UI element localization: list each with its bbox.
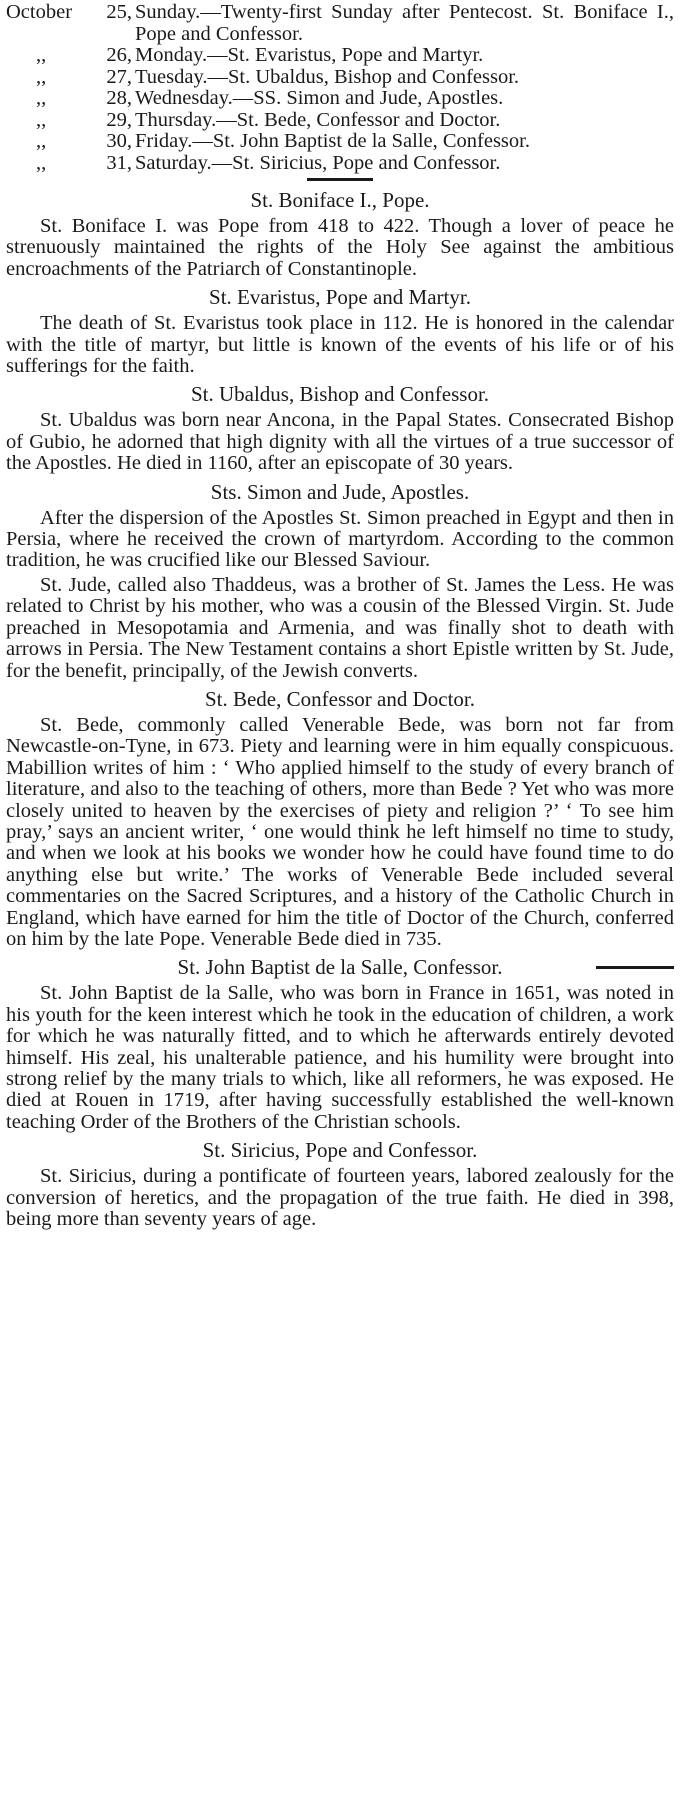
section-paragraph: St. Boniface I. was Pope from 418 to 422. Though a lover of peace he strenuously maintained the rights of the Holy See against the ambitious encroachments of the Patriarch of Constantinople.	[6, 215, 674, 280]
calendar-row	[6, 67, 674, 89]
saint-section	[6, 956, 674, 1133]
saint-section	[6, 189, 674, 280]
calendar-ditto-mark: ,,	[36, 151, 47, 174]
section-title: St. Evaristus, Pope and Martyr.	[209, 285, 471, 310]
calendar-entry: Tuesday.—St. Ubaldus, Bishop and Confessor.	[135, 65, 520, 88]
section-paragraph: St. Bede, commonly called Venerable Bede, was born not far from Newcastle-on-Tyne, in 673. Piety and learning were in him equally conspicuous. Mabillion writes of him : ‘ Who applied himself to the study of every branch of literature, and also to the teaching of others, more than Bede ? Yet who was more closely united to heaven by the exercises of piety and religion ?’ ‘ To see him pray,’ says an ancient writer, ‘ one would think he left himself no time to study, and when we look at his books we wonder how he could have found time to do anything else but write.’ The works of Venerable Bede included several commentaries on the Sacred Scriptures, and a history of the Catholic Church in England, which have earned for him the title of Doctor of the Church, conferred on him by the late Pope. Venerable Bede died in 735.	[6, 713, 674, 950]
saint-section	[6, 383, 674, 474]
calendar-entry: Sunday.—Twenty-first Sunday after Pentecost. St. Boniface I., Pope and Confessor.	[135, 1, 674, 45]
section-paragraph: The death of St. Evaristus took place in 112. He is honored in the calendar with the title of martyr, but little is known of the events of his life or of his sufferings for the faith.	[6, 312, 674, 378]
section-paragraph: St. Siricius, during a pontificate of fourteen years, labored zealously for the conversion of heretics, and the propagation of the true faith. He died in 398, being more than seventy years of age.	[6, 1165, 674, 1231]
feast-calendar	[6, 2, 674, 174]
calendar-row	[6, 2, 674, 45]
calendar-row	[6, 131, 674, 153]
saint-section	[6, 688, 674, 950]
section-title: St. Bede, Confessor and Doctor.	[204, 686, 476, 711]
section-title: St. Siricius, Pope and Confessor.	[202, 1138, 478, 1163]
calendar-row	[6, 110, 674, 132]
section-title-text: St. John Baptist de la Salle, Confessor.	[177, 955, 503, 980]
section-divider	[307, 178, 373, 181]
calendar-month: October	[6, 1, 73, 23]
calendar-ditto-mark: ,,	[36, 108, 47, 131]
calendar-ditto-mark: ,,	[36, 44, 47, 66]
calendar-ditto-mark: ,,	[36, 130, 47, 152]
calendar-ditto-mark: ,,	[36, 87, 47, 109]
calendar-day: 28,	[106, 87, 132, 109]
column-rule	[596, 966, 674, 969]
section-title: Sts. Simon and Jude, Apostles.	[210, 479, 470, 504]
saint-section	[6, 1139, 674, 1230]
calendar-entry: Saturday.—St. Siricius, Pope and Confessor.	[135, 151, 501, 174]
document-page	[6, 2, 674, 1233]
calendar-day: 26,	[106, 44, 132, 66]
calendar-ditto-mark: ,,	[36, 65, 47, 88]
calendar-day: 27,	[106, 65, 132, 88]
section-paragraph: St. Ubaldus was born near Ancona, in the Papal States. Consecrated Bishop of Gubio, he adorned that high dignity with all the virtues of a true successor of the Apostles. He died in 1160, after an episcopate of 30 years.	[6, 409, 674, 475]
calendar-row	[6, 88, 674, 110]
saint-section	[6, 286, 674, 377]
calendar-row	[6, 45, 674, 67]
calendar-row	[6, 153, 674, 175]
calendar-entry: Monday.—St. Evaristus, Pope and Martyr.	[135, 44, 484, 66]
calendar-entry: Thursday.—St. Bede, Confessor and Doctor.	[135, 108, 501, 131]
calendar-entry: Wednesday.—SS. Simon and Jude, Apostles.	[135, 87, 504, 109]
section-title: St. Boniface I., Pope.	[250, 188, 430, 212]
section-title: St. Ubaldus, Bishop and Confessor.	[190, 382, 490, 407]
calendar-day: 25,	[106, 1, 132, 23]
calendar-entry: Friday.—St. John Baptist de la Salle, Confessor.	[135, 130, 530, 152]
calendar-day: 31,	[106, 151, 132, 174]
section-paragraph: After the dispersion of the Apostles St. Simon preached in Egypt and then in Persia, where he received the crown of martyrdom. According to the common tradition, he was crucified like our Blessed Saviour.	[6, 506, 674, 572]
calendar-day: 29,	[106, 108, 132, 131]
saint-section	[6, 481, 674, 682]
section-paragraph: St. John Baptist de la Salle, who was born in France in 1651, was noted in his youth for the keen interest which he took in the education of children, a work for which he was naturally fitted, and to which he afterwards entirely devoted himself. His zeal, his unalterable patience, and his humility were brought into strong relief by the many trials to which, like all reformers, he was exposed. He died at Rouen in 1719, after having successfully established the well-known teaching Order of the Brothers of the Christian schools.	[6, 982, 674, 1133]
section-paragraph: St. Jude, called also Thaddeus, was a brother of St. James the Less. He was related to Christ by his mother, who was a cousin of the Blessed Virgin. St. Jude preached in Mesopotamia and Armenia, and was finally shot to death with arrows in Persia. The New Testament contains a short Epistle written by St. Jude, for the benefit, principally, of the Jewish converts.	[6, 573, 674, 682]
calendar-day: 30,	[106, 130, 132, 152]
section-title	[6, 956, 674, 979]
